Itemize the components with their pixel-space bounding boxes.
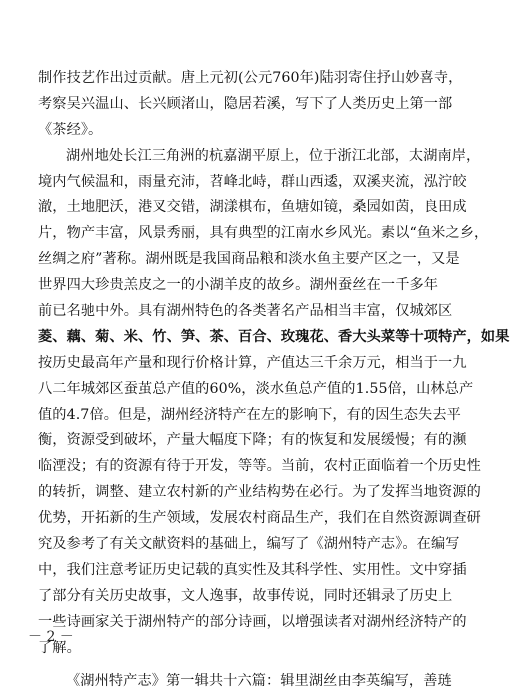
text-line bbox=[38, 118, 424, 144]
text-line-10: 前已名驰中外。具有湖州特色的各类著名产品相当丰富，仅城郊区 bbox=[38, 303, 453, 320]
text-line bbox=[38, 532, 460, 558]
text-line bbox=[38, 506, 481, 532]
text-line bbox=[38, 351, 467, 377]
text-line-14: 值的4.7倍。但是，湖州经济特产在左的影响下，有的因生态失去平 bbox=[38, 406, 461, 423]
text-line bbox=[38, 584, 453, 610]
text-line-23: 了解。 bbox=[38, 639, 81, 656]
text-line-5: 境内气候温和，雨量充沛，苕峰北峙，群山西逶，双溪夹流，泓泞皎 bbox=[38, 173, 467, 190]
text-line bbox=[38, 221, 489, 247]
text-line-8: 丝绸之府”著称。湖州既是我国商品粮和淡水鱼主要产区之一，又是 bbox=[38, 251, 460, 268]
text-line bbox=[38, 170, 467, 196]
text-line-13: 八二年城郊区蚕茧总产值的60%，淡水鱼总产值的1.55倍，山林总产 bbox=[38, 380, 474, 397]
text-line-18: 优势，开拓新的生产领域，发展农村商品生产，我们在自然资源调查研 bbox=[38, 510, 481, 527]
text-line bbox=[38, 480, 481, 506]
text-line-12: 按历史最高年产量和现行价格计算，产值达三千余万元，相当于一九 bbox=[38, 354, 467, 371]
text-line bbox=[38, 273, 439, 299]
text-line bbox=[38, 377, 474, 403]
page-number: － 2 － bbox=[28, 629, 74, 645]
text-line-9: 世界四大珍贵羔皮之一的小湖羊皮的故乡。湖州蚕丝在一千多年 bbox=[38, 277, 439, 294]
text-line-19: 究及参考了有关文献资料的基础上，编写了《湖州特产志》。在编写 bbox=[38, 536, 460, 553]
text-line bbox=[38, 299, 453, 325]
text-line-16: 临湮没；有的资源有待于开发，等等。当前，农村正面临着一个历史性 bbox=[38, 458, 481, 475]
text-line-6: 澈，土地肥沃，港叉交错，湖漾棋布，鱼塘如镜，桑园如茵，良田成 bbox=[38, 199, 467, 216]
text-line-2: 考察吴兴温山、长兴顾渚山，隐居若溪，写下了人类历史上第一部 bbox=[38, 95, 453, 112]
text-line bbox=[38, 66, 463, 92]
text-line bbox=[38, 403, 461, 429]
text-line-1: 制作技艺作出过贡献。唐上元初(公元760年)陆羽寄住抒山妙喜寺， bbox=[38, 70, 463, 86]
body-text bbox=[38, 66, 510, 695]
text-line-7: 片，物产丰富，风景秀丽，具有典型的江南水乡风光。素以“鱼米之乡， bbox=[38, 225, 489, 242]
text-line-4: 湖州地处长江三角洲的杭嘉湖平原上，位于浙江北部，太湖南岸， bbox=[66, 147, 481, 164]
text-line bbox=[38, 325, 510, 351]
text-line-20: 中，我们注意考证历史记载的真实性及其科学性、实用性。文中穿插 bbox=[38, 561, 467, 578]
text-line bbox=[38, 558, 467, 584]
text-line bbox=[38, 636, 424, 662]
text-line bbox=[38, 195, 467, 221]
text-line bbox=[38, 610, 467, 636]
text-line bbox=[38, 144, 481, 170]
text-line bbox=[38, 454, 481, 480]
text-line-15: 衡，资源受到破坏，产量大幅度下降；有的恢复和发展缓慢；有的濒 bbox=[38, 432, 467, 449]
text-line-21: 了部分有关历史故事，文人逸事，故事传说，同时还辑录了历史上 bbox=[38, 587, 453, 604]
text-line bbox=[38, 247, 460, 273]
text-line bbox=[38, 428, 467, 454]
text-line bbox=[38, 669, 452, 695]
text-line-22: 一些诗画家关于湖州特产的部分诗画，以增强读者对湖州经济特产的 bbox=[38, 613, 467, 630]
text-line bbox=[38, 92, 453, 118]
text-line-24: 《湖州特产志》第一辑共十六篇：辑里湖丝由李英编写，善琏 bbox=[66, 673, 452, 690]
text-line-11: 菱、藕、菊、米、竹、笋、茶、百合、玫瑰花、香大头菜等十项特产，如果 bbox=[38, 328, 510, 345]
text-line-3: 《茶经》。 bbox=[38, 121, 103, 138]
text-line-17: 的转折，调整、建立农村新的产业结构势在必行。为了发挥当地资源的 bbox=[38, 484, 481, 501]
